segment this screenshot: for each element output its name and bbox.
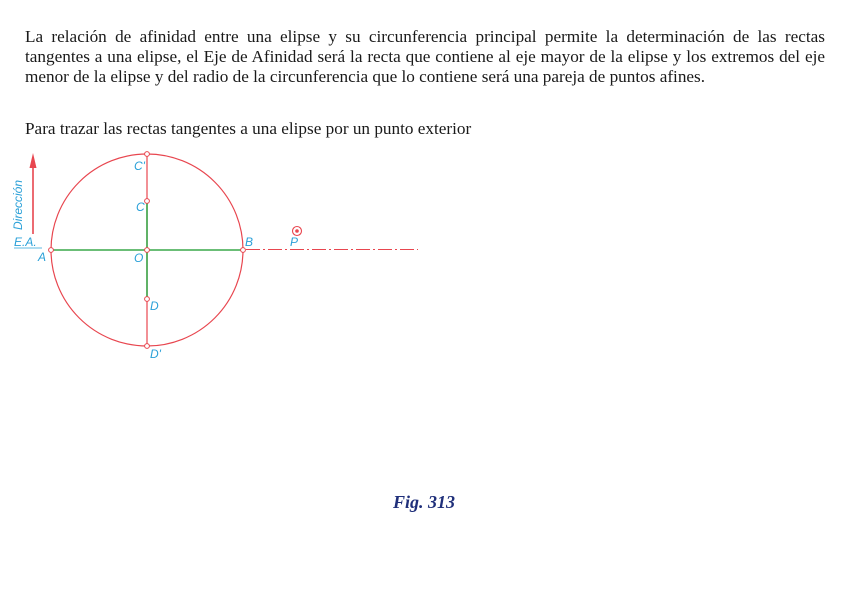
label-B: B	[245, 235, 254, 249]
point-C	[145, 199, 150, 204]
description-paragraph: La relación de afinidad entre una elipse y su circunferencia principal permite la determinación de las rectas tangentes a una elipse, el Eje de Afinidad será la recta que contiene al eje mayor de la elipse y los extremos del eje menor de la elipse y del radio de la circunferencia que lo contiene será una pareja de puntos afines.	[25, 27, 825, 86]
instruction-line: Para trazar las rectas tangentes a una elipse por un punto exterior	[25, 119, 472, 138]
label-C-prime: C'	[134, 159, 145, 173]
point-A	[49, 248, 54, 253]
direction-arrow-head	[30, 153, 37, 168]
direction-label: Dirección	[11, 179, 25, 230]
point-C-prime	[145, 152, 150, 157]
figure-caption: Fig. 313	[392, 492, 455, 512]
axis-label: E.A.	[14, 235, 37, 249]
label-C: C	[136, 200, 145, 214]
label-D-prime: D'	[150, 347, 161, 361]
point-O	[145, 248, 150, 253]
label-A: A	[38, 250, 47, 264]
label-P: P	[290, 235, 299, 249]
label-O: O	[134, 251, 144, 265]
point-D	[145, 297, 150, 302]
point-D-prime	[145, 344, 150, 349]
point-P-inner	[295, 229, 299, 233]
label-D: D	[150, 299, 159, 313]
